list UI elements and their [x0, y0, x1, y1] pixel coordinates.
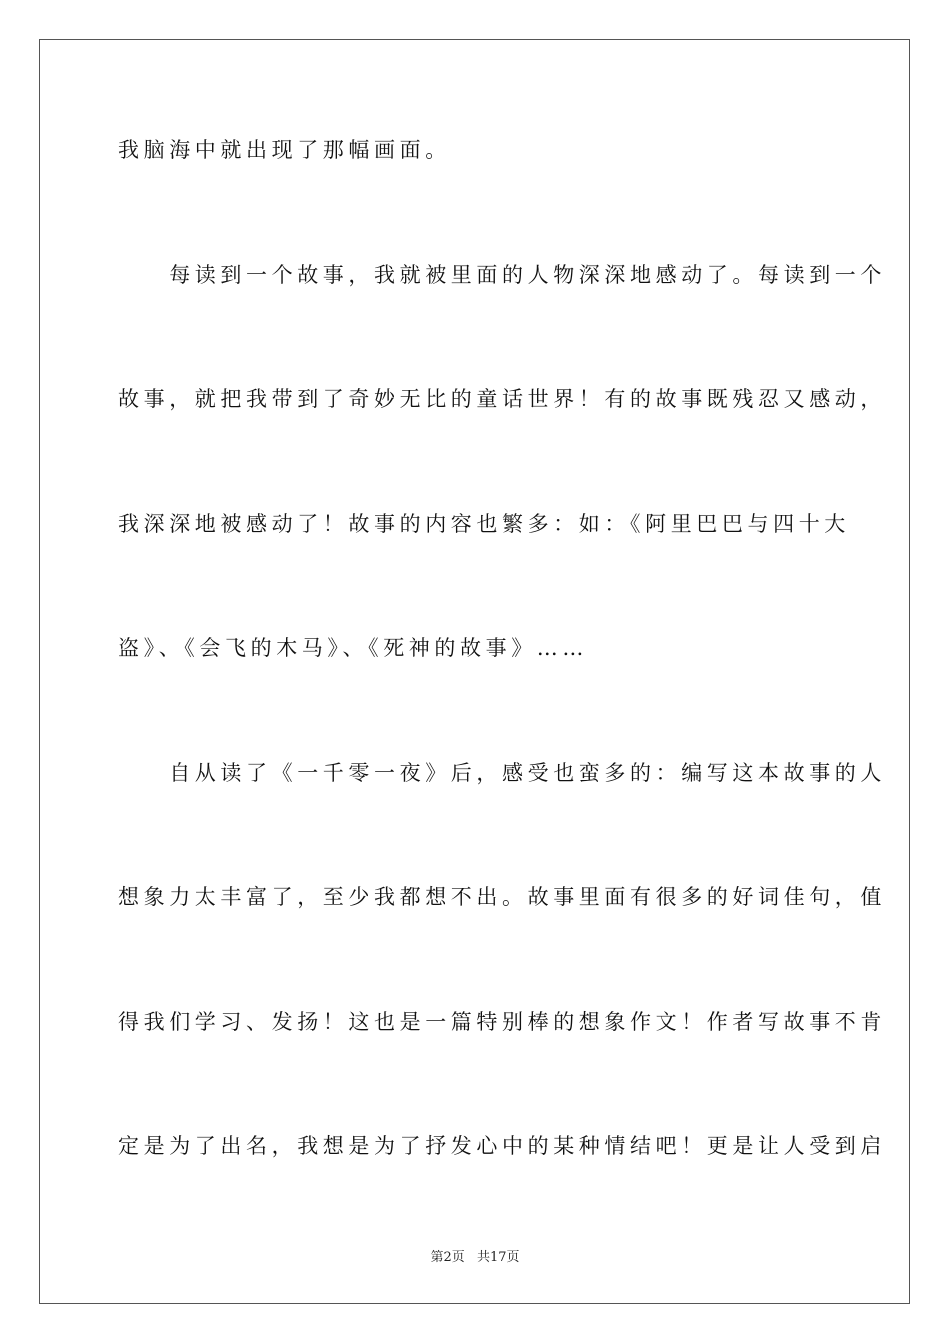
page-footer [0, 1246, 950, 1265]
text-line: 定是为了出名，我想是为了抒发心中的某种情结吧！更是让人受到启 [118, 1134, 886, 1158]
text-line: 每读到一个故事，我就被里面的人物深深地感动了。每读到一个 [118, 263, 886, 287]
text-line: 盗》、《会飞的木马》、《死神的故事》…… [118, 636, 588, 660]
text-line: 故事，就把我带到了奇妙无比的童话世界！有的故事既残忍又感动， [118, 387, 886, 411]
text-line: 我深深地被感动了！故事的内容也繁多：如：《阿里巴巴与四十大 [118, 512, 850, 536]
text-line: 自从读了《一千零一夜》后，感受也蛮多的：编写这本故事的人 [118, 761, 886, 785]
text-line: 想象力太丰富了，至少我都想不出。故事里面有很多的好词佳句，值 [118, 885, 886, 909]
text-line: 得我们学习、发扬！这也是一篇特别棒的想象作文！作者写故事不肯 [118, 1010, 886, 1034]
text-line: 我脑海中就出现了那幅画面。 [118, 138, 451, 162]
page-number-total: 共17页 [476, 1250, 520, 1265]
page-number-current: 第2页 [430, 1250, 465, 1265]
page-frame [39, 39, 910, 1304]
